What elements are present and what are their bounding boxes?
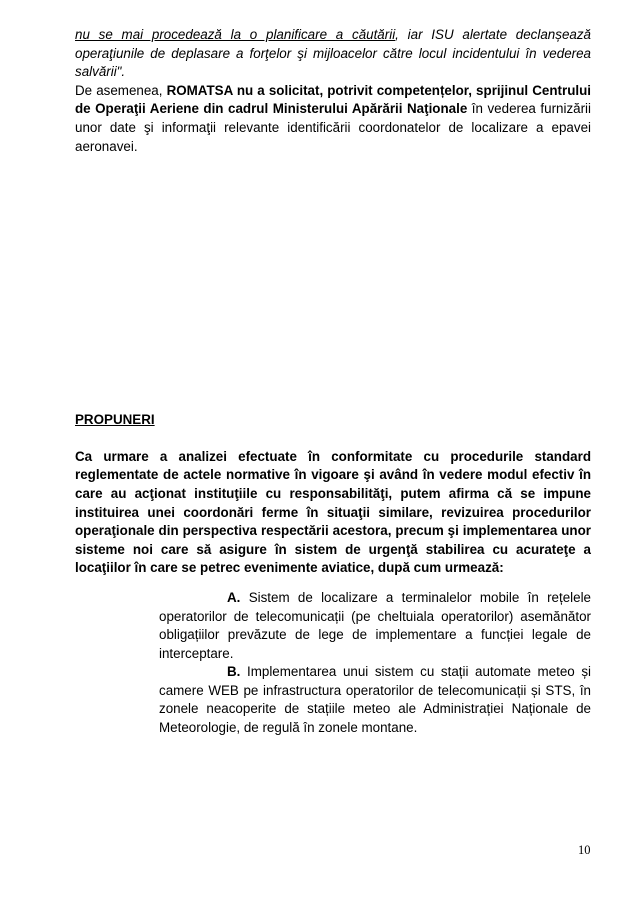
romatsa-paragraph — [75, 82, 591, 156]
romatsa-bold-text: ROMATSA nu a solicitat, potrivit competențelor, sprijinul Centrului de Operaţii Aeriene din cadrul Ministerului Apărării Naţionale — [75, 82, 591, 117]
document-page — [75, 26, 591, 738]
proposals-paragraph: Ca urmare a analizei efectuate în conformitate cu procedurile standard reglementate de actele normative în vigoare şi având în vedere modul efectiv în care au acţionat instituţiile cu responsabilităţi, putem afirma că se impune instituirea unei coordonări ferme în situaţii similare, revizuirea procedurilor operaţionale din perspectiva respectării acestora, precum şi implementarea unor sisteme noi care să asigure în sistem de urgenţă stabilirea cu acurateţe a locaţiilor în care se petrec evenimente aviatice, după cum urmează: — [75, 448, 591, 576]
section-heading: PROPUNERI — [75, 412, 155, 428]
blank-space — [75, 156, 591, 411]
paragraph-rest: în vederea furnizării unor date şi informaţii relevante identificării coordonatelor de localizare a epavei aeronavei. — [75, 101, 591, 154]
underlined-quote: nu se mai procedează la o planificare a căutării — [75, 27, 396, 42]
intro-quote-paragraph — [75, 26, 591, 82]
proposal-item-a — [159, 589, 591, 663]
quote-continuation: , iar ISU alertate declanșează operaţiunile de deplasare a forţelor şi mijloacelor către locul incidentului în vederea salvării". — [75, 27, 591, 80]
paragraph-lead: De asemenea, — [75, 82, 167, 98]
item-text: Sistem de localizare a terminalelor mobile în rețelele operatorilor de telecomunicații (pe cheltuiala operatorilor) asemănător obligațiilor prevăzute de lege de implementare a funcției legale de interceptare. — [159, 589, 591, 661]
item-letter: B. — [227, 664, 241, 680]
item-text: Implementarea unui sistem cu stații automate meteo și camere WEB pe infrastructura operatorilor de telecomunicații și STS, în zonele neacoperite de stațiile meteo ale Administrației Naționale de Meteorologie, de regulă în zonele montane. — [159, 664, 591, 736]
page-number: 10 — [578, 843, 591, 857]
proposal-item-b — [159, 663, 591, 737]
item-letter: A. — [227, 589, 241, 605]
proposals-list — [159, 589, 591, 738]
